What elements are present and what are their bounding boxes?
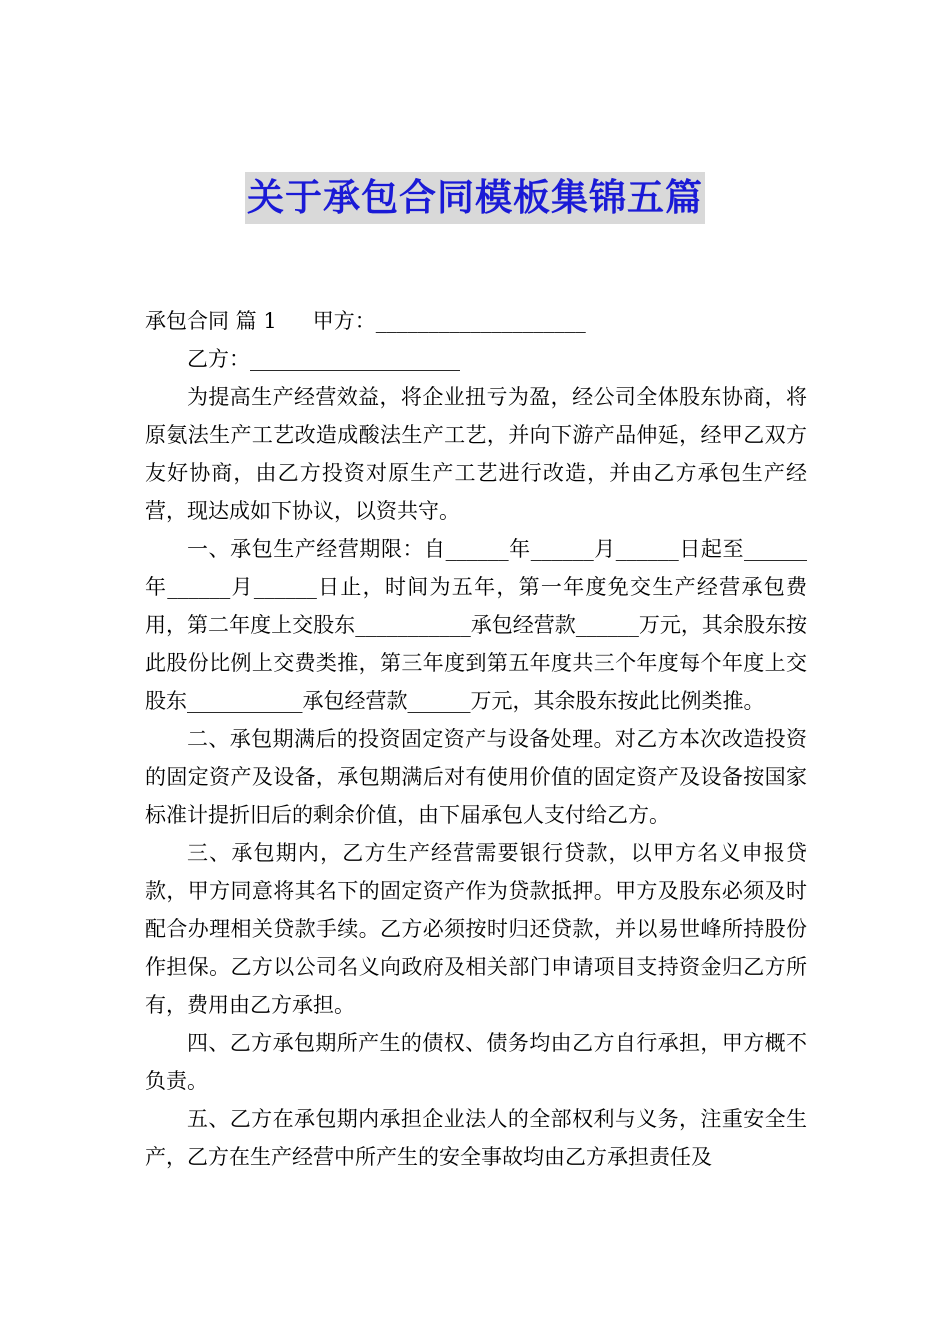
- document-title: 关于承包合同模板集锦五篇: [245, 172, 705, 224]
- paragraph-intro: 为提高生产经营效益，将企业扭亏为盈，经公司全体股东协商，将原氨法生产工艺改造成酸法生产工艺，并向下游产品伸延，经甲乙双方友好协商，由乙方投资对原生产工艺进行改造，并由乙方承包生产经营，现达成如下协议，以资共守。: [145, 385, 807, 523]
- paragraph-clause-5: 五、乙方在承包期内承担企业法人的全部权利与义务，注重安全生产，乙方在生产经营中所产生的安全事故均由乙方承担责任及: [145, 1107, 807, 1169]
- section-heading: 承包合同 篇 1: [145, 309, 277, 333]
- paragraph-clause-2: 二、承包期满后的投资固定资产与设备处理。对乙方本次改造投资的固定资产及设备，承包期满后对有使用价值的固定资产及设备按国家标准计提折旧后的剩余价值，由下届承包人支付给乙方。: [145, 727, 807, 827]
- paragraph-clause-3: 三、承包期内，乙方生产经营需要银行贷款，以甲方名义申报贷款，甲方同意将其名下的固定资产作为贷款抵押。甲方及股东必须及时配合办理相关贷款手续。乙方必须按时归还贷款，并以易世峰所持股份作担保。乙方以公司名义向政府及相关部门申请项目支持资金归乙方所有，费用由乙方承担。: [145, 841, 807, 1017]
- paragraph-clause-1: 一、承包生产经营期限：自______年______月______日起至______年______月______日止，时间为五年，第一年度免交生产经营承包费用，第二年度上交股东___________承包经营款______万元，其余股东按此股份比例上交费类推，第三年度到第五年度共三个年度每个年度上交股东___________承包经营款______万元，其余股东按此比例类推。: [145, 537, 807, 713]
- paragraph-clause-4: 四、乙方承包期所产生的债权、债务均由乙方自行承担，甲方概不负责。: [145, 1031, 807, 1093]
- document-body: [145, 302, 807, 1176]
- party-b-line: 乙方：____________________: [187, 347, 460, 371]
- heading-line: [145, 302, 807, 340]
- title-container: [0, 172, 950, 224]
- party-a-field: 甲方：____________________: [312, 309, 586, 333]
